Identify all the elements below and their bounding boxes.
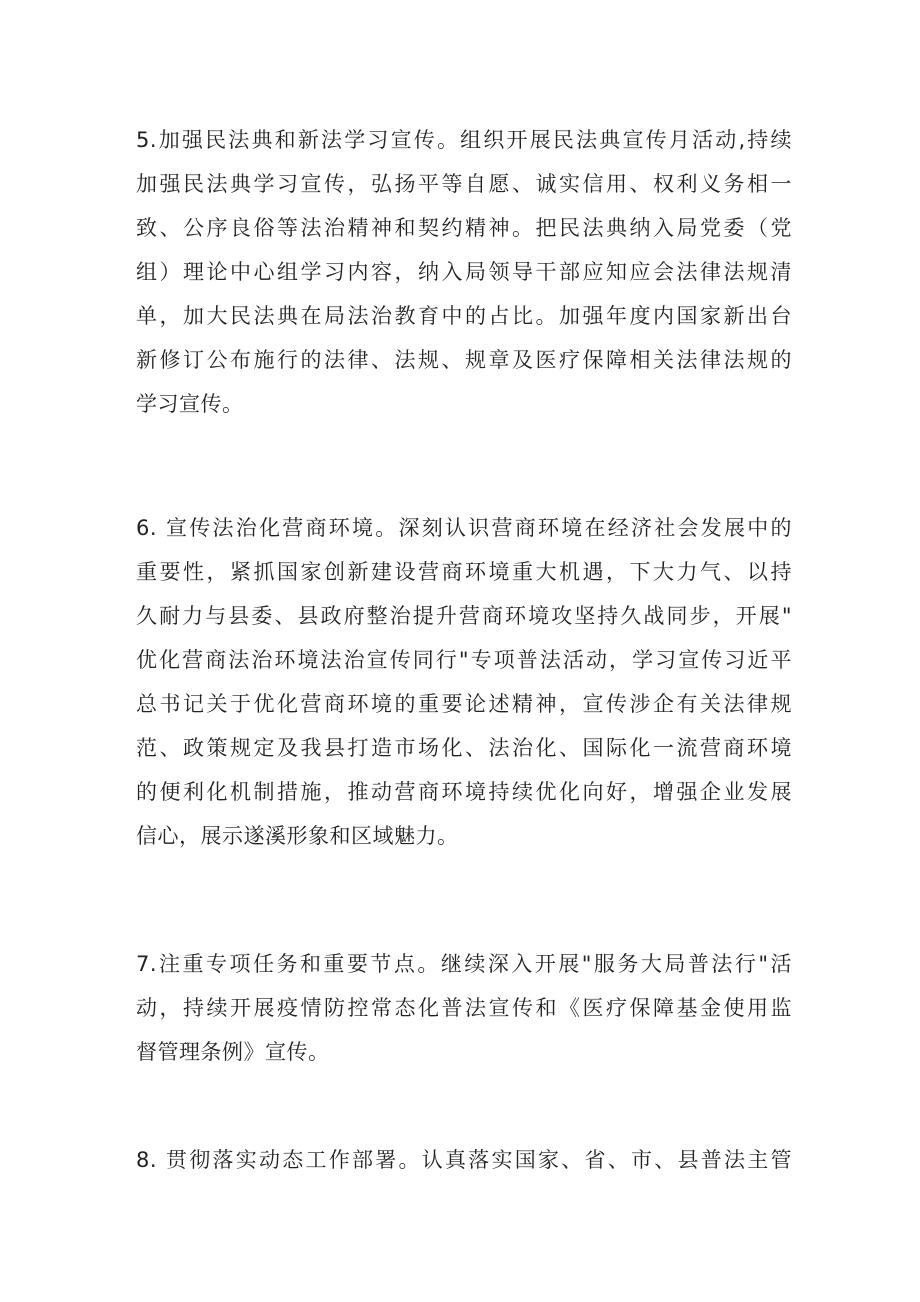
paragraph-line: 学习宣传。 bbox=[136, 392, 244, 416]
paragraph-line: 久耐力与县委、县政府整治提升营商环境攻坚持久战同步，开展" bbox=[136, 604, 792, 628]
paragraph-8 bbox=[136, 1138, 792, 1182]
paragraph-line: 6. 宣传法治化营商环境。深刻认识营商环境在经济社会发展中的 bbox=[136, 516, 792, 540]
paragraph-7 bbox=[136, 942, 792, 1074]
paragraph-line: 优化营商法治环境法治宣传同行"专项普法活动，学习宣传习近平 bbox=[136, 648, 792, 672]
paragraph-line: 动，持续开展疫情防控常态化普法宣传和《医疗保障基金使用监 bbox=[136, 996, 792, 1020]
paragraph-5 bbox=[136, 118, 792, 426]
paragraph-line: 单，加大民法典在局法治教育中的占比。加强年度内国家新出台 bbox=[136, 304, 792, 328]
paragraph-line: 重要性，紧抓国家创新建设营商环境重大机遇，下大力气、以持 bbox=[136, 560, 792, 584]
paragraph-line: 信心，展示遂溪形象和区域魅力。 bbox=[136, 824, 459, 848]
paragraph-line: 范、政策规定及我县打造市场化、法治化、国际化一流营商环境 bbox=[136, 736, 792, 760]
paragraph-line: 总书记关于优化营商环境的重要论述精神，宣传涉企有关法律规 bbox=[136, 692, 792, 716]
paragraph-line: 督管理条例》宣传。 bbox=[136, 1040, 330, 1064]
paragraph-line: 加强民法典学习宣传，弘扬平等自愿、诚实信用、权利义务相一 bbox=[136, 172, 792, 196]
paragraph-line: 新修订公布施行的法律、法规、规章及医疗保障相关法律法规的 bbox=[136, 348, 792, 372]
paragraph-6 bbox=[136, 506, 792, 858]
paragraph-line: 5.加强民法典和新法学习宣传。组织开展民法典宣传月活动,持续 bbox=[136, 128, 792, 152]
paragraph-line: 8. 贯彻落实动态工作部署。认真落实国家、省、市、县普法主管 bbox=[136, 1148, 792, 1172]
paragraph-line: 的便利化机制措施，推动营商环境持续优化向好，增强企业发展 bbox=[136, 780, 792, 804]
paragraph-line: 组）理论中心组学习内容，纳入局领导干部应知应会法律法规清 bbox=[136, 260, 792, 284]
paragraph-line: 致、公序良俗等法治精神和契约精神。把民法典纳入局党委（党 bbox=[136, 216, 792, 240]
paragraph-line: 7.注重专项任务和重要节点。继续深入开展"服务大局普法行"活 bbox=[136, 952, 792, 976]
